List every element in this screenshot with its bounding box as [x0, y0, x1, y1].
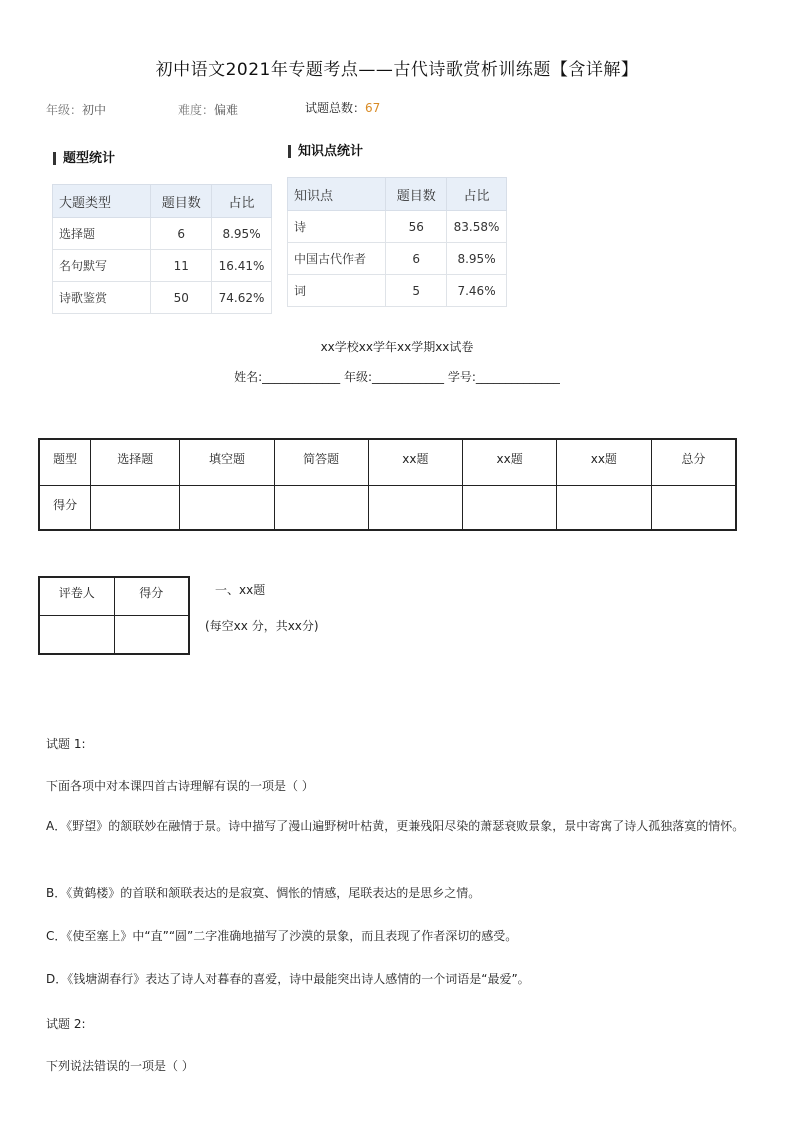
table-cell: 8.95% — [212, 218, 272, 250]
student-info-line: 姓名:_____________ 年级:____________ 学号:______________ — [234, 370, 560, 384]
total-meta — [305, 99, 380, 116]
question-option-b: B．《黄鹤楼》的首联和颔联表达的是寂寞、惆怅的情感，尾联表达的是思乡之情。 — [46, 886, 481, 900]
table-cell: 5 — [386, 275, 447, 307]
table-cell: 16.41% — [212, 250, 272, 282]
total-label: 试题总数： — [305, 101, 366, 115]
score-header-cell: 简答题 — [274, 439, 368, 485]
question-option-d: D．《钱塘湖春行》表达了诗人对暮春的喜爱，诗中最能突出诗人感情的一个词语是“最爱”。 — [46, 972, 530, 986]
score-table — [38, 438, 737, 531]
column-header: 知识点 — [288, 178, 386, 211]
table-cell: 50 — [151, 282, 212, 314]
section-note: (每空xx 分，共xx分) — [205, 619, 319, 633]
table-cell: 74.62% — [212, 282, 272, 314]
score-header-cell: xx题 — [463, 439, 557, 485]
grader-cell[interactable] — [114, 615, 189, 654]
grade-meta — [46, 101, 106, 118]
difficulty-label: 难度： — [178, 103, 215, 117]
knowledge-stats-heading: 知识点统计 — [288, 145, 363, 158]
column-header: 占比 — [447, 178, 507, 211]
question-stem: 下列说法错误的一项是（ ） — [46, 1059, 194, 1073]
type-stats-table — [52, 184, 272, 314]
grader-header-cell: 得分 — [114, 577, 189, 615]
table-row — [288, 275, 507, 307]
grader-table — [38, 576, 190, 655]
table-cell: 名句默写 — [53, 250, 151, 282]
score-cell[interactable] — [463, 485, 557, 530]
table-cell: 诗 — [288, 211, 386, 243]
score-row — [39, 485, 736, 530]
table-row — [288, 211, 507, 243]
score-row-label: 得分 — [39, 485, 91, 530]
question-label: 试题 2: — [46, 1017, 86, 1031]
score-cell[interactable] — [180, 485, 275, 530]
table-row — [53, 250, 272, 282]
score-header-cell: xx题 — [368, 439, 463, 485]
total-value: 67 — [365, 101, 381, 115]
question-stem: 下面各项中对本课四首古诗理解有误的一项是（ ） — [46, 779, 314, 793]
grader-header-cell: 评卷人 — [39, 577, 114, 615]
column-header: 题目数 — [386, 178, 447, 211]
score-header-row — [39, 439, 736, 485]
score-header-cell: 选择题 — [91, 439, 180, 485]
table-cell: 11 — [151, 250, 212, 282]
table-row — [288, 243, 507, 275]
table-header-row — [288, 178, 507, 211]
table-cell: 诗歌鉴赏 — [53, 282, 151, 314]
score-header-cell: xx题 — [556, 439, 651, 485]
table-row — [53, 218, 272, 250]
school-line: xx学校xx学年xx学期xx试卷 — [320, 340, 474, 354]
score-cell[interactable] — [651, 485, 736, 530]
difficulty-value: 偏难 — [214, 103, 239, 117]
score-header-cell: 填空题 — [180, 439, 275, 485]
table-cell: 选择题 — [53, 218, 151, 250]
question-label: 试题 1: — [46, 737, 86, 751]
column-header: 占比 — [212, 185, 272, 218]
score-cell[interactable] — [274, 485, 368, 530]
grade-label: 年级： — [46, 103, 83, 117]
table-header-row — [53, 185, 272, 218]
question-option-c: C．《使至塞上》中“直”“圆”二字准确地描写了沙漠的景象，而且表现了作者深切的感受。 — [46, 929, 518, 943]
page-title: 初中语文2021年专题考点——古代诗歌赏析训练题【含详解】 — [155, 60, 639, 80]
grade-value: 初中 — [82, 103, 107, 117]
grader-header-row — [39, 577, 189, 615]
score-cell[interactable] — [556, 485, 651, 530]
table-cell: 6 — [151, 218, 212, 250]
table-row — [53, 282, 272, 314]
score-cell[interactable] — [368, 485, 463, 530]
difficulty-meta — [178, 101, 238, 118]
score-cell[interactable] — [91, 485, 180, 530]
table-cell: 7.46% — [447, 275, 507, 307]
table-cell: 83.58% — [447, 211, 507, 243]
type-stats-heading: 题型统计 — [53, 152, 115, 165]
knowledge-stats-table — [287, 177, 507, 307]
question-option-a: A．《野望》的颔联妙在融情于景。诗中描写了漫山遍野树叶枯黄，更兼残阳尽染的萧瑟衰败景象，景中寄寓了诗人孤独落寞的情怀。 — [46, 819, 745, 833]
grader-cell[interactable] — [39, 615, 114, 654]
grader-row — [39, 615, 189, 654]
table-cell: 56 — [386, 211, 447, 243]
table-cell: 中国古代作者 — [288, 243, 386, 275]
section-title: 一、xx题 — [215, 583, 266, 597]
table-cell: 6 — [386, 243, 447, 275]
score-header-cell: 总分 — [651, 439, 736, 485]
table-cell: 词 — [288, 275, 386, 307]
column-header: 大题类型 — [53, 185, 151, 218]
score-header-cell: 题型 — [39, 439, 91, 485]
column-header: 题目数 — [151, 185, 212, 218]
table-cell: 8.95% — [447, 243, 507, 275]
